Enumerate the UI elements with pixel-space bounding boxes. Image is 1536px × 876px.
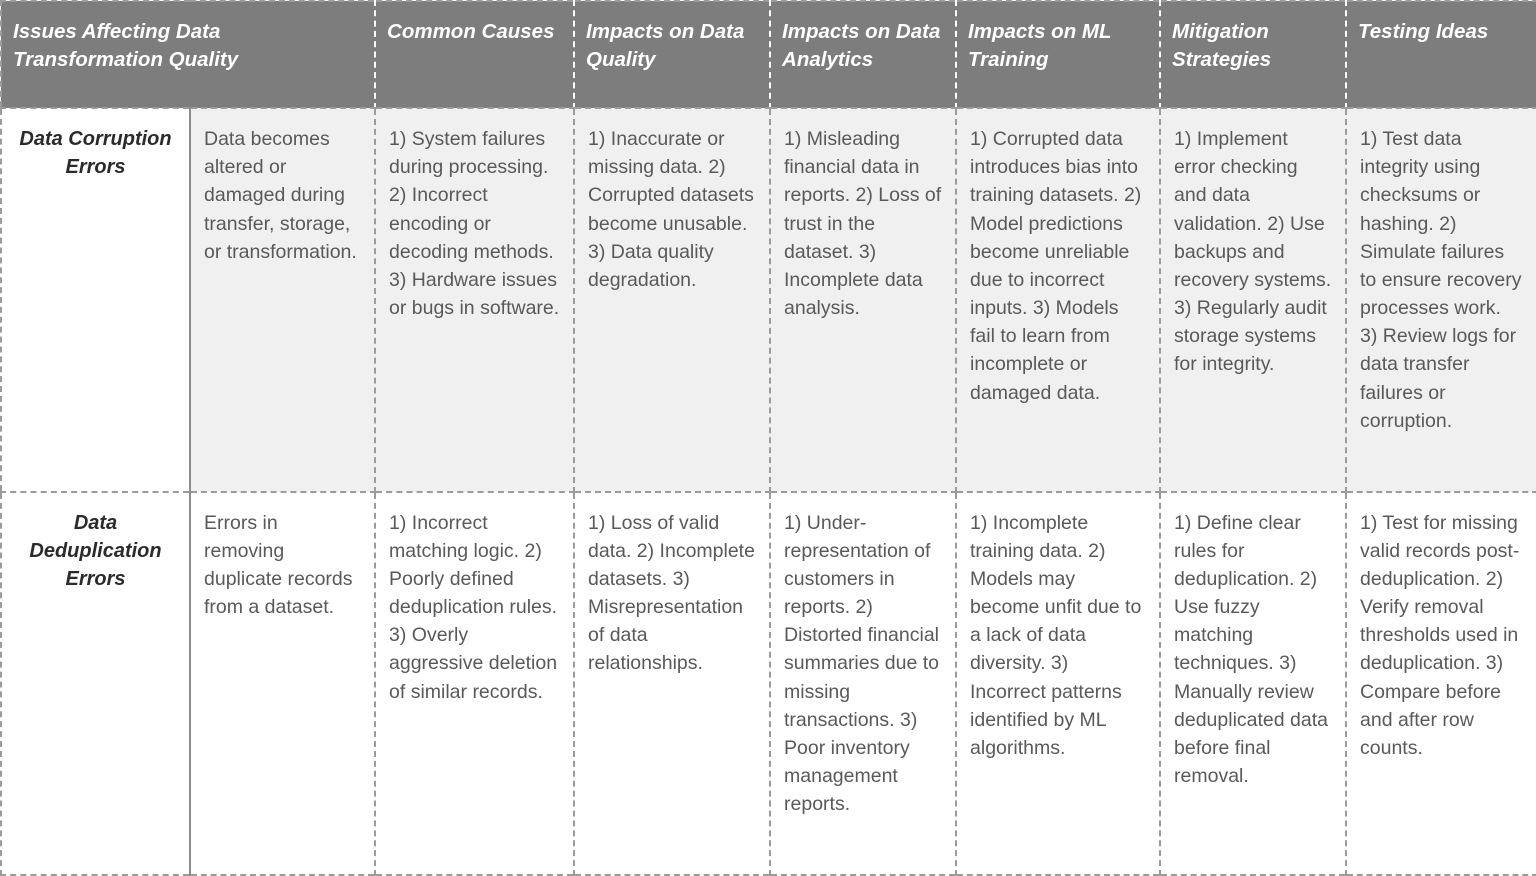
table-row (1, 108, 1536, 492)
column-header-issues: Issues Affecting Data Transformation Quality (1, 1, 375, 108)
cell-mitigation-strategies: 1) Define clear rules for deduplication. 2) Use fuzzy matching techniques. 3) Manually review deduplicated data before final removal. (1160, 492, 1346, 876)
cell-impacts-data-analytics: 1) Misleading financial data in reports. 2) Loss of trust in the dataset. 3) Incomplete data analysis. (770, 108, 956, 492)
cell-impacts-data-quality: 1) Inaccurate or missing data. 2) Corrupted datasets become unusable. 3) Data quality degradation. (574, 108, 770, 492)
table-body (1, 108, 1536, 875)
cell-issue-name: Data Deduplication Errors (1, 492, 190, 876)
cell-common-causes: 1) Incorrect matching logic. 2) Poorly defined deduplication rules. 3) Overly aggressive deletion of similar records. (375, 492, 574, 876)
column-header-testing-ideas: Testing Ideas (1346, 1, 1536, 108)
header-row (1, 1, 1536, 108)
column-header-mitigation-strategies: Mitigation Strategies (1160, 1, 1346, 108)
column-header-impacts-ml-training: Impacts on ML Training (956, 1, 1160, 108)
cell-testing-ideas: 1) Test data integrity using checksums or hashing. 2) Simulate failures to ensure recovery processes work. 3) Review logs for data transfer failures or corruption. (1346, 108, 1536, 492)
cell-issue-name: Data Corruption Errors (1, 108, 190, 492)
table-header (1, 1, 1536, 108)
cell-impacts-ml-training: 1) Corrupted data introduces bias into training datasets. 2) Model predictions become unreliable due to incorrect inputs. 3) Models fail to learn from incomplete or damaged data. (956, 108, 1160, 492)
cell-impacts-ml-training: 1) Incomplete training data. 2) Models may become unfit due to a lack of data diversity. 3) Incorrect patterns identified by ML algorithms. (956, 492, 1160, 876)
cell-issue-description: Errors in removing duplicate records from a dataset. (190, 492, 375, 876)
column-header-impacts-data-quality: Impacts on Data Quality (574, 1, 770, 108)
cell-testing-ideas: 1) Test for missing valid records post-deduplication. 2) Verify removal thresholds used in deduplication. 3) Compare before and after row counts. (1346, 492, 1536, 876)
cell-impacts-data-analytics: 1) Under-representation of customers in reports. 2) Distorted financial summaries due to missing transactions. 3) Poor inventory management reports. (770, 492, 956, 876)
cell-issue-description: Data becomes altered or damaged during transfer, storage, or transformation. (190, 108, 375, 492)
cell-common-causes: 1) System failures during processing. 2) Incorrect encoding or decoding methods. 3) Hardware issues or bugs in software. (375, 108, 574, 492)
cell-impacts-data-quality: 1) Loss of valid data. 2) Incomplete datasets. 3) Misrepresentation of data relationships. (574, 492, 770, 876)
table-row (1, 492, 1536, 876)
cell-mitigation-strategies: 1) Implement error checking and data validation. 2) Use backups and recovery systems. 3) Regularly audit storage systems for integrity. (1160, 108, 1346, 492)
column-header-common-causes: Common Causes (375, 1, 574, 108)
column-header-impacts-data-analytics: Impacts on Data Analytics (770, 1, 956, 108)
